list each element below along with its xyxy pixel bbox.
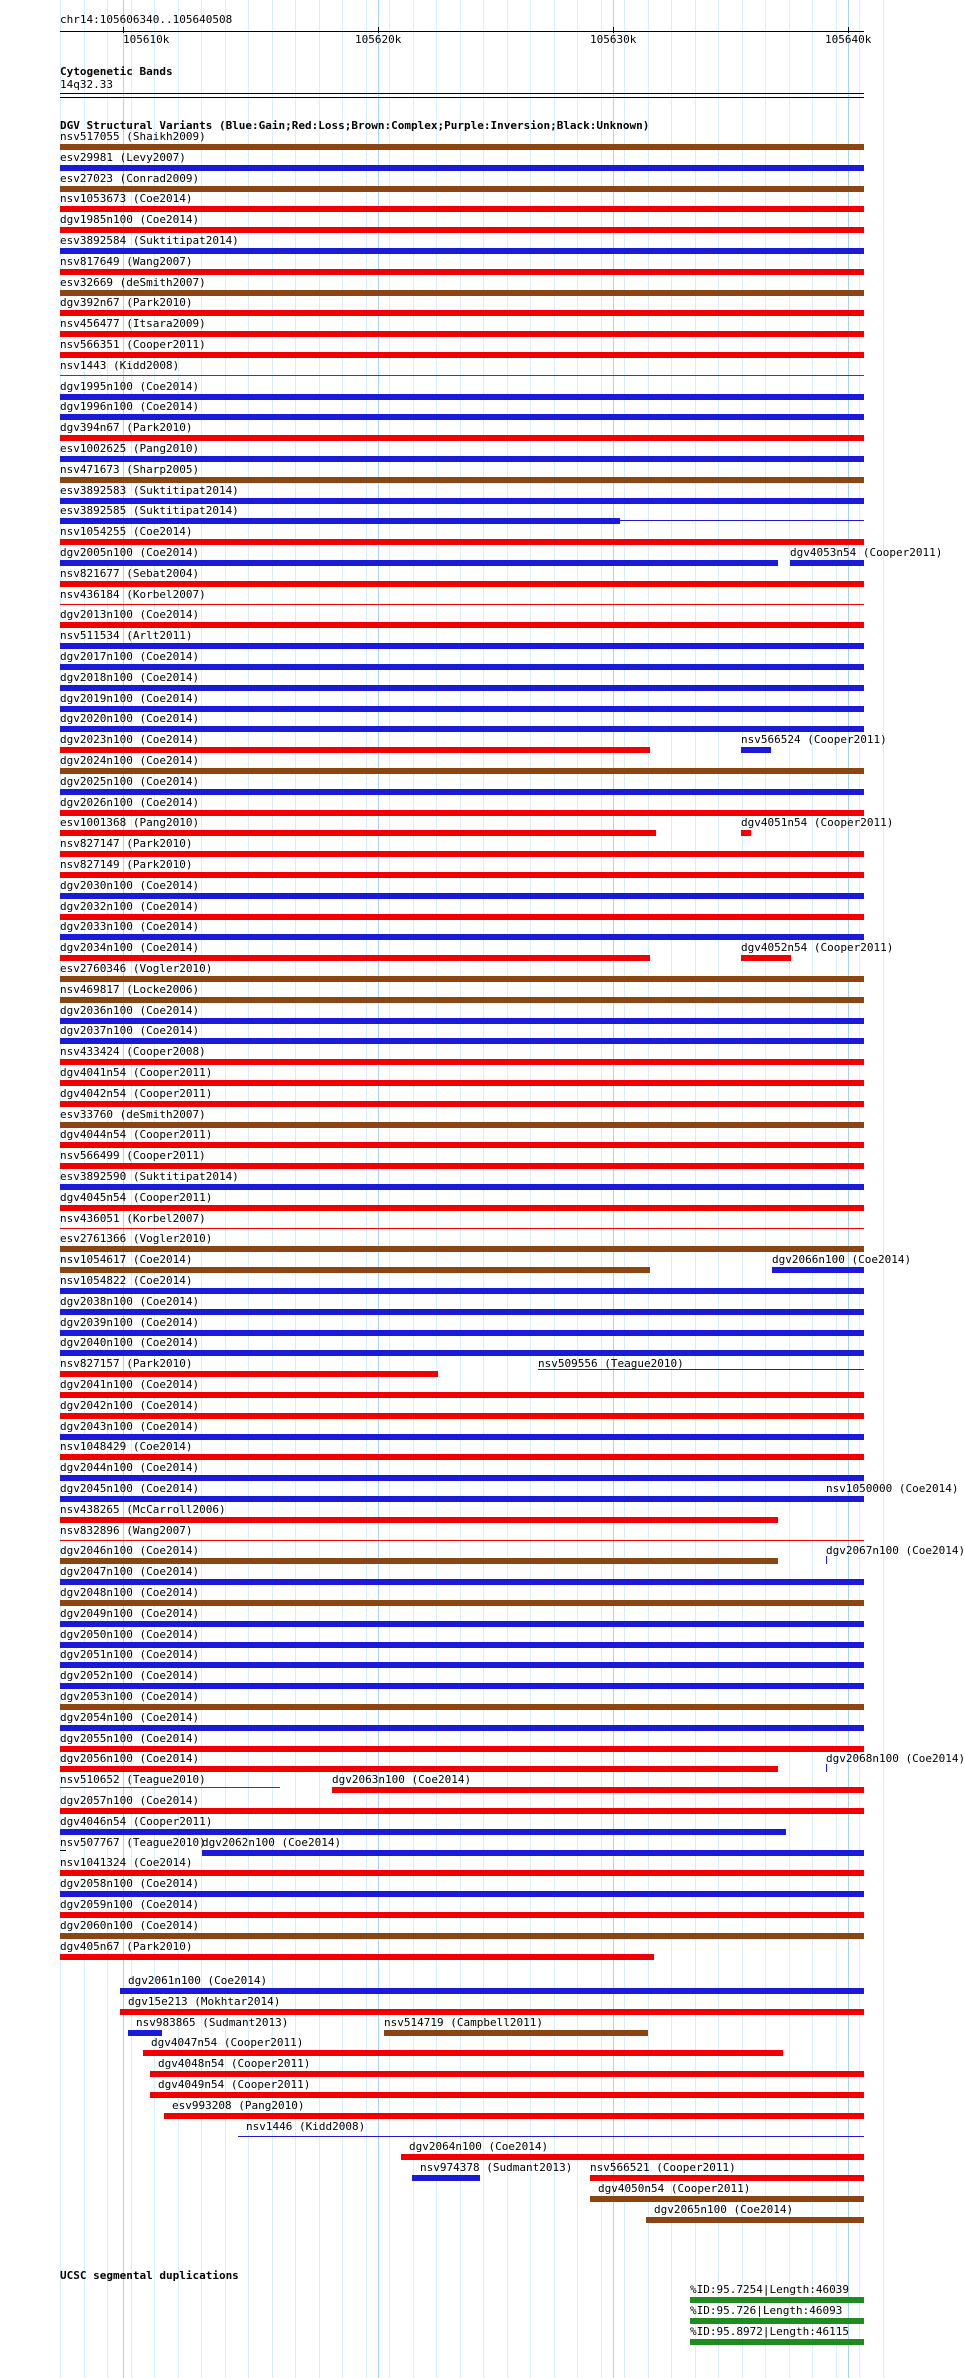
variant-bar[interactable]: [60, 477, 864, 483]
variant-label[interactable]: dgv2052n100 (Coe2014): [60, 1669, 200, 1682]
variant-bar[interactable]: [60, 1766, 778, 1772]
variant-label[interactable]: nsv1053673 (Coe2014): [60, 192, 193, 205]
variant-bar[interactable]: [60, 352, 864, 358]
variant-bar[interactable]: [590, 2175, 864, 2181]
variant-bar[interactable]: [60, 1059, 864, 1065]
variant-label[interactable]: nsv827157 (Park2010): [60, 1357, 193, 1370]
variant-bar[interactable]: [60, 165, 864, 171]
variant-bar[interactable]: [60, 1850, 66, 1851]
variant-label[interactable]: dgv4049n54 (Cooper2011): [158, 2078, 311, 2091]
segdup-label[interactable]: %ID:95.726|Length:46093: [690, 2304, 843, 2317]
variant-label[interactable]: nsv509556 (Teague2010): [538, 1357, 684, 1370]
variant-label[interactable]: dgv2017n100 (Coe2014): [60, 650, 200, 663]
variant-label[interactable]: dgv2038n100 (Coe2014): [60, 1295, 200, 1308]
variant-label[interactable]: nsv566524 (Cooper2011): [741, 733, 887, 746]
variant-bar[interactable]: [60, 1038, 864, 1044]
variant-bar[interactable]: [60, 1142, 864, 1148]
variant-label[interactable]: dgv4053n54 (Cooper2011): [790, 546, 943, 559]
variant-label[interactable]: nsv566499 (Cooper2011): [60, 1149, 206, 1162]
variant-bar[interactable]: [60, 664, 864, 670]
segdup-bar[interactable]: [690, 2318, 864, 2324]
variant-label[interactable]: esv1001368 (Pang2010): [60, 816, 200, 829]
variant-bar[interactable]: [60, 1184, 864, 1190]
variant-label[interactable]: dgv2030n100 (Coe2014): [60, 879, 200, 892]
ruler-tick-label: 105640k: [825, 33, 872, 46]
variant-bar[interactable]: [60, 1288, 864, 1294]
variant-label[interactable]: dgv2023n100 (Coe2014): [60, 733, 200, 746]
variant-bar[interactable]: [60, 1392, 864, 1398]
band-line: [60, 93, 864, 94]
variant-bar[interactable]: [150, 2071, 864, 2077]
dgv-track-title: DGV Structural Variants (Blue:Gain;Red:Loss;Brown:Complex;Purple:Inversion;Black:Unknown): [60, 119, 650, 132]
variant-label[interactable]: esv1002625 (Pang2010): [60, 442, 200, 455]
variant-bar[interactable]: [60, 1267, 650, 1273]
variant-bar[interactable]: [202, 1850, 864, 1856]
variant-bar[interactable]: [60, 685, 864, 691]
variant-bar[interactable]: [60, 1579, 864, 1585]
ruler-tick-label: 105620k: [355, 33, 402, 46]
variant-label[interactable]: nsv566351 (Cooper2011): [60, 338, 206, 351]
variant-bar[interactable]: [60, 1933, 864, 1939]
variant-bar[interactable]: [826, 1764, 827, 1772]
variant-bar[interactable]: [60, 934, 864, 940]
variant-bar[interactable]: [412, 2175, 480, 2181]
variant-label[interactable]: dgv2024n100 (Coe2014): [60, 754, 200, 767]
variant-label[interactable]: dgv405n67 (Park2010): [60, 1940, 193, 1953]
variant-label[interactable]: esv3892590 (Suktitipat2014): [60, 1170, 239, 1183]
variant-bar[interactable]: [332, 1787, 864, 1793]
variant-bar[interactable]: [60, 1350, 864, 1356]
variant-bar[interactable]: [60, 747, 650, 753]
variant-label[interactable]: nsv1054822 (Coe2014): [60, 1274, 193, 1287]
variant-label[interactable]: dgv2050n100 (Coe2014): [60, 1628, 200, 1641]
variant-label[interactable]: dgv394n67 (Park2010): [60, 421, 193, 434]
variant-bar[interactable]: [646, 2217, 864, 2223]
variant-label[interactable]: esv3892585 (Suktitipat2014): [60, 504, 239, 517]
variant-label[interactable]: dgv2045n100 (Coe2014): [60, 1482, 200, 1495]
variant-bar[interactable]: [60, 539, 864, 545]
variant-bar[interactable]: [60, 851, 864, 857]
variant-bar[interactable]: [826, 1556, 827, 1564]
variant-bar[interactable]: [60, 248, 864, 254]
variant-label[interactable]: nsv1054617 (Coe2014): [60, 1253, 193, 1266]
ruler-tick-label: 105630k: [590, 33, 637, 46]
variant-label[interactable]: dgv2051n100 (Coe2014): [60, 1648, 200, 1661]
variant-label[interactable]: dgv2037n100 (Coe2014): [60, 1024, 200, 1037]
variant-bar[interactable]: [60, 1205, 864, 1211]
variant-bar[interactable]: [60, 1371, 438, 1377]
variant-label[interactable]: dgv2044n100 (Coe2014): [60, 1461, 200, 1474]
variant-label[interactable]: nsv433424 (Cooper2008): [60, 1045, 206, 1058]
variant-label[interactable]: dgv2059n100 (Coe2014): [60, 1898, 200, 1911]
variant-label[interactable]: dgv2047n100 (Coe2014): [60, 1565, 200, 1578]
variant-label[interactable]: esv29981 (Levy2007): [60, 151, 186, 164]
variant-label[interactable]: nsv1050000 (Coe2014): [826, 1482, 959, 1495]
variant-label[interactable]: dgv2060n100 (Coe2014): [60, 1919, 200, 1932]
variant-label[interactable]: dgv2067n100 (Coe2014): [826, 1544, 965, 1557]
variant-bar[interactable]: [60, 269, 864, 275]
variant-label[interactable]: dgv2066n100 (Coe2014): [772, 1253, 912, 1266]
variant-label[interactable]: dgv1996n100 (Coe2014): [60, 400, 200, 413]
variant-bar[interactable]: [60, 872, 864, 878]
variant-label[interactable]: esv33760 (deSmith2007): [60, 1108, 206, 1121]
variant-bar[interactable]: [60, 789, 864, 795]
variant-bar[interactable]: [60, 1954, 654, 1960]
variant-label[interactable]: dgv4041n54 (Cooper2011): [60, 1066, 213, 1079]
variant-bar[interactable]: [60, 1600, 864, 1606]
variant-bar[interactable]: [60, 1228, 864, 1229]
variant-label[interactable]: dgv2018n100 (Coe2014): [60, 671, 200, 684]
variant-label[interactable]: esv2760346 (Vogler2010): [60, 962, 213, 975]
variant-bar[interactable]: [60, 144, 864, 150]
variant-label[interactable]: dgv4042n54 (Cooper2011): [60, 1087, 213, 1100]
variant-label[interactable]: esv27023 (Conrad2009): [60, 172, 200, 185]
variant-label[interactable]: dgv4052n54 (Cooper2011): [741, 941, 894, 954]
variant-bar[interactable]: [60, 1496, 864, 1502]
variant-label[interactable]: dgv4046n54 (Cooper2011): [60, 1815, 213, 1828]
variant-label[interactable]: dgv2055n100 (Coe2014): [60, 1732, 200, 1745]
variant-label[interactable]: dgv2054n100 (Coe2014): [60, 1711, 200, 1724]
variant-bar[interactable]: [60, 518, 620, 524]
variant-label[interactable]: esv993208 (Pang2010): [172, 2099, 305, 2112]
variant-label[interactable]: dgv2019n100 (Coe2014): [60, 692, 200, 705]
variant-label[interactable]: nsv469817 (Locke2006): [60, 983, 200, 996]
variant-bar[interactable]: [60, 622, 864, 628]
variant-label[interactable]: dgv1995n100 (Coe2014): [60, 380, 200, 393]
variant-label[interactable]: esv2761366 (Vogler2010): [60, 1232, 213, 1245]
variant-label[interactable]: dgv2041n100 (Coe2014): [60, 1378, 200, 1391]
variant-label[interactable]: dgv392n67 (Park2010): [60, 296, 193, 309]
variant-label[interactable]: nsv510652 (Teague2010): [60, 1773, 206, 1786]
variant-label[interactable]: dgv2056n100 (Coe2014): [60, 1752, 200, 1765]
variant-label[interactable]: dgv2063n100 (Coe2014): [332, 1773, 472, 1786]
ruler-line: [60, 31, 864, 32]
variant-bar[interactable]: [741, 747, 771, 753]
variant-bar[interactable]: [60, 1454, 864, 1460]
variant-label[interactable]: nsv456477 (Itsara2009): [60, 317, 206, 330]
variant-label[interactable]: dgv1985n100 (Coe2014): [60, 213, 200, 226]
variant-label[interactable]: nsv817649 (Wang2007): [60, 255, 193, 268]
segdup-track-title: UCSC segmental duplications: [60, 2269, 239, 2282]
variant-label[interactable]: dgv2057n100 (Coe2014): [60, 1794, 200, 1807]
variant-bar[interactable]: [150, 2092, 864, 2098]
variant-label[interactable]: dgv2025n100 (Coe2014): [60, 775, 200, 788]
variant-label[interactable]: dgv2043n100 (Coe2014): [60, 1420, 200, 1433]
variant-bar[interactable]: [143, 2050, 783, 2056]
variant-label[interactable]: dgv2058n100 (Coe2014): [60, 1877, 200, 1890]
variant-label[interactable]: dgv2039n100 (Coe2014): [60, 1316, 200, 1329]
variant-bar[interactable]: [164, 2113, 864, 2119]
variant-label[interactable]: dgv4050n54 (Cooper2011): [598, 2182, 751, 2195]
segdup-label[interactable]: %ID:95.7254|Length:46039: [690, 2283, 849, 2296]
variant-label[interactable]: dgv2040n100 (Coe2014): [60, 1336, 200, 1349]
variant-label[interactable]: nsv514719 (Campbell2011): [384, 2016, 543, 2029]
variant-bar[interactable]: [60, 1704, 864, 1710]
variant-label[interactable]: dgv2034n100 (Coe2014): [60, 941, 200, 954]
variant-label[interactable]: nsv436184 (Korbel2007): [60, 588, 206, 601]
band-label: 14q32.33: [60, 78, 113, 91]
variant-label[interactable]: nsv827149 (Park2010): [60, 858, 193, 871]
variant-label[interactable]: esv3892584 (Suktitipat2014): [60, 234, 239, 247]
variant-bar[interactable]: [120, 2009, 864, 2015]
variant-label[interactable]: dgv2013n100 (Coe2014): [60, 608, 200, 621]
variant-label[interactable]: dgv2049n100 (Coe2014): [60, 1607, 200, 1620]
ruler-location: chr14:105606340..105640508: [60, 13, 233, 26]
variant-bar[interactable]: [60, 1808, 864, 1814]
variant-bar[interactable]: [60, 604, 864, 605]
bands-track-title: Cytogenetic Bands: [60, 65, 173, 78]
variant-label[interactable]: dgv2068n100 (Coe2014): [826, 1752, 965, 1765]
variant-bar[interactable]: [60, 997, 864, 1003]
variant-bar[interactable]: [60, 976, 864, 982]
variant-bar[interactable]: [60, 1558, 778, 1564]
variant-label[interactable]: nsv1443 (Kidd2008): [60, 359, 180, 372]
variant-bar[interactable]: [60, 375, 864, 376]
variant-label[interactable]: dgv2061n100 (Coe2014): [128, 1974, 268, 1987]
variant-label[interactable]: nsv471673 (Sharp2005): [60, 463, 200, 476]
variant-label[interactable]: dgv2046n100 (Coe2014): [60, 1544, 200, 1557]
variant-bar[interactable]: [60, 1163, 864, 1169]
variant-label[interactable]: nsv436051 (Korbel2007): [60, 1212, 206, 1225]
variant-label[interactable]: dgv2053n100 (Coe2014): [60, 1690, 200, 1703]
variant-bar[interactable]: [60, 830, 656, 836]
variant-bar[interactable]: [60, 893, 864, 899]
variant-bar[interactable]: [60, 1683, 864, 1689]
variant-bar[interactable]: [60, 1870, 864, 1876]
variant-label[interactable]: dgv2033n100 (Coe2014): [60, 920, 200, 933]
variant-label[interactable]: esv32669 (deSmith2007): [60, 276, 206, 289]
variant-bar[interactable]: [238, 2136, 864, 2137]
segdup-label[interactable]: %ID:95.8972|Length:46115: [690, 2325, 849, 2338]
variant-bar[interactable]: [60, 955, 650, 961]
variant-bar[interactable]: [60, 1891, 864, 1897]
variant-label[interactable]: dgv4047n54 (Cooper2011): [151, 2036, 304, 2049]
variant-bar[interactable]: [60, 227, 864, 233]
variant-label[interactable]: dgv2026n100 (Coe2014): [60, 796, 200, 809]
variant-bar[interactable]: [60, 414, 864, 420]
variant-label[interactable]: nsv1041324 (Coe2014): [60, 1856, 193, 1869]
variant-bar[interactable]: [60, 1621, 864, 1627]
variant-bar[interactable]: [620, 520, 864, 521]
variant-bar[interactable]: [60, 456, 864, 462]
variant-label[interactable]: nsv517055 (Shaikh2009): [60, 130, 206, 143]
variant-bar[interactable]: [60, 206, 864, 212]
variant-label[interactable]: nsv438265 (McCarroll2006): [60, 1503, 226, 1516]
variant-label[interactable]: dgv4048n54 (Cooper2011): [158, 2057, 311, 2070]
variant-bar[interactable]: [741, 830, 751, 836]
variant-label[interactable]: dgv2032n100 (Coe2014): [60, 900, 200, 913]
variant-bar[interactable]: [60, 1517, 778, 1523]
variant-bar[interactable]: [60, 1725, 864, 1731]
variant-bar[interactable]: [772, 1267, 864, 1273]
grid-line: [883, 0, 884, 2378]
variant-bar[interactable]: [590, 2196, 864, 2202]
variant-label[interactable]: dgv4051n54 (Cooper2011): [741, 816, 894, 829]
variant-label[interactable]: dgv2036n100 (Coe2014): [60, 1004, 200, 1017]
variant-bar[interactable]: [60, 643, 864, 649]
ruler-tick-label: 105610k: [123, 33, 170, 46]
segdup-bar[interactable]: [690, 2297, 864, 2303]
variant-bar[interactable]: [60, 1101, 864, 1107]
variant-bar[interactable]: [60, 726, 864, 732]
variant-bar[interactable]: [60, 1829, 786, 1835]
variant-label[interactable]: dgv2048n100 (Coe2014): [60, 1586, 200, 1599]
variant-label[interactable]: nsv827147 (Park2010): [60, 837, 193, 850]
variant-label[interactable]: dgv2065n100 (Coe2014): [654, 2203, 794, 2216]
variant-bar[interactable]: [120, 1988, 864, 1994]
variant-bar[interactable]: [60, 1787, 280, 1788]
variant-label[interactable]: dgv15e213 (Mokhtar2014): [128, 1995, 281, 2008]
variant-bar[interactable]: [60, 310, 864, 316]
variant-label[interactable]: dgv4045n54 (Cooper2011): [60, 1191, 213, 1204]
variant-label[interactable]: dgv2020n100 (Coe2014): [60, 712, 200, 725]
variant-bar[interactable]: [790, 560, 864, 566]
variant-bar[interactable]: [60, 1246, 864, 1252]
variant-bar[interactable]: [60, 768, 864, 774]
variant-bar[interactable]: [60, 435, 864, 441]
variant-label[interactable]: nsv566521 (Cooper2011): [590, 2161, 736, 2174]
variant-label[interactable]: nsv832896 (Wang2007): [60, 1524, 193, 1537]
band-line: [60, 97, 864, 98]
variant-label[interactable]: nsv1048429 (Coe2014): [60, 1440, 193, 1453]
variant-bar[interactable]: [60, 560, 778, 566]
variant-label[interactable]: dgv4044n54 (Cooper2011): [60, 1128, 213, 1141]
variant-label[interactable]: nsv507767 (Teague2010): [60, 1836, 206, 1849]
variant-label[interactable]: dgv2042n100 (Coe2014): [60, 1399, 200, 1412]
variant-bar[interactable]: [60, 1413, 864, 1419]
variant-bar[interactable]: [401, 2154, 864, 2160]
segdup-bar[interactable]: [690, 2339, 864, 2345]
variant-label[interactable]: esv3892583 (Suktitipat2014): [60, 484, 239, 497]
variant-bar[interactable]: [60, 331, 864, 337]
variant-bar[interactable]: [384, 2030, 648, 2036]
variant-label[interactable]: nsv1054255 (Coe2014): [60, 525, 193, 538]
variant-bar[interactable]: [60, 1080, 864, 1086]
variant-bar[interactable]: [60, 1475, 864, 1481]
variant-label[interactable]: dgv2005n100 (Coe2014): [60, 546, 200, 559]
variant-label[interactable]: dgv2064n100 (Coe2014): [409, 2140, 549, 2153]
variant-bar[interactable]: [60, 1540, 864, 1541]
variant-bar[interactable]: [60, 1662, 864, 1668]
variant-label[interactable]: nsv1446 (Kidd2008): [246, 2120, 366, 2133]
variant-label[interactable]: nsv983865 (Sudmant2013): [136, 2016, 289, 2029]
variant-bar[interactable]: [741, 955, 791, 961]
variant-label[interactable]: nsv821677 (Sebat2004): [60, 567, 200, 580]
variant-label[interactable]: nsv974378 (Sudmant2013): [420, 2161, 573, 2174]
variant-label[interactable]: nsv511534 (Arlt2011): [60, 629, 193, 642]
variant-bar[interactable]: [60, 1912, 864, 1918]
variant-label[interactable]: dgv2062n100 (Coe2014): [202, 1836, 342, 1849]
variant-bar[interactable]: [60, 1309, 864, 1315]
variant-bar[interactable]: [60, 581, 864, 587]
